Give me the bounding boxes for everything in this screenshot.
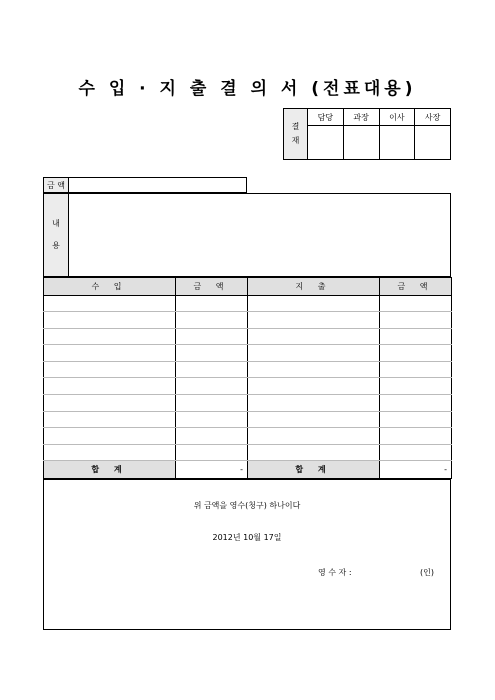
expense-amount-cell[interactable] — [380, 345, 452, 362]
expense-amount-cell[interactable] — [380, 411, 452, 428]
table-row — [44, 378, 452, 395]
seal-mark[interactable]: (인) — [420, 568, 434, 577]
table-row — [44, 312, 452, 329]
income-header: 수 입 — [44, 278, 176, 296]
amount-label: 금 액 — [44, 178, 69, 193]
expense-total-value: - — [380, 461, 452, 479]
income-item-cell[interactable] — [44, 312, 176, 329]
table-row — [44, 444, 452, 461]
content-section — [43, 193, 451, 277]
income-total-label: 합 계 — [44, 461, 176, 479]
expense-amount-cell[interactable] — [380, 295, 452, 312]
expense-amount-cell[interactable] — [380, 428, 452, 445]
approval-label-2: 재 — [291, 136, 300, 145]
table-row — [44, 428, 452, 445]
expense-item-cell[interactable] — [248, 345, 380, 362]
income-amount-cell[interactable] — [176, 394, 248, 411]
income-item-cell[interactable] — [44, 411, 176, 428]
expense-header: 지 출 — [248, 278, 380, 296]
approval-sign-director[interactable] — [379, 126, 415, 160]
expense-amount-cell[interactable] — [380, 312, 452, 329]
amount-field[interactable] — [69, 178, 247, 193]
content-label — [44, 194, 69, 277]
expense-item-cell[interactable] — [248, 378, 380, 395]
table-row — [44, 394, 452, 411]
expense-item-cell[interactable] — [248, 312, 380, 329]
table-row — [44, 361, 452, 378]
expense-amount-cell[interactable] — [380, 394, 452, 411]
expense-amount-cell[interactable] — [380, 328, 452, 345]
receipt-section — [43, 479, 451, 630]
approval-sign-staff[interactable] — [308, 126, 344, 160]
table-row — [44, 295, 452, 312]
approval-role-staff: 담당 — [308, 109, 344, 126]
expense-amount-cell[interactable] — [380, 444, 452, 461]
ledger-table — [43, 277, 452, 479]
approval-role-manager: 과장 — [343, 109, 379, 126]
expense-item-cell[interactable] — [248, 295, 380, 312]
receipt-date: 2012년 10월 17일 — [212, 533, 282, 542]
expense-item-cell[interactable] — [248, 444, 380, 461]
table-row — [44, 411, 452, 428]
income-amount-cell[interactable] — [176, 428, 248, 445]
income-item-cell[interactable] — [44, 378, 176, 395]
expense-item-cell[interactable] — [248, 394, 380, 411]
income-amount-cell[interactable] — [176, 444, 248, 461]
income-item-cell[interactable] — [44, 328, 176, 345]
amount-row — [43, 177, 247, 193]
table-row — [44, 345, 452, 362]
table-row — [44, 328, 452, 345]
income-item-cell[interactable] — [44, 361, 176, 378]
receipt-statement: 위 금액을 영수(청구) 하나이다 — [193, 501, 301, 510]
income-amount-cell[interactable] — [176, 328, 248, 345]
expense-item-cell[interactable] — [248, 428, 380, 445]
income-amount-cell[interactable] — [176, 295, 248, 312]
approval-role-president: 사장 — [415, 109, 451, 126]
content-label-1: 내 — [52, 219, 60, 228]
document-title: 수 입 · 지 출 결 의 서 (전표대용) — [78, 79, 417, 99]
expense-amount-header: 금 액 — [380, 278, 452, 296]
expense-item-cell[interactable] — [248, 411, 380, 428]
income-item-cell[interactable] — [44, 295, 176, 312]
expense-item-cell[interactable] — [248, 361, 380, 378]
approval-sign-president[interactable] — [415, 126, 451, 160]
income-total-value: - — [176, 461, 248, 479]
content-label-2: 용 — [52, 241, 60, 250]
approval-label-1: 결 — [291, 122, 300, 131]
income-amount-cell[interactable] — [176, 378, 248, 395]
expense-amount-cell[interactable] — [380, 361, 452, 378]
approval-role-director: 이사 — [379, 109, 415, 126]
content-field[interactable] — [69, 194, 451, 277]
income-amount-cell[interactable] — [176, 411, 248, 428]
approval-label — [284, 109, 308, 160]
income-item-cell[interactable] — [44, 428, 176, 445]
expense-total-label: 합 계 — [248, 461, 380, 479]
expense-amount-cell[interactable] — [380, 378, 452, 395]
income-amount-cell[interactable] — [176, 312, 248, 329]
income-amount-cell[interactable] — [176, 361, 248, 378]
income-item-cell[interactable] — [44, 444, 176, 461]
approval-sign-manager[interactable] — [343, 126, 379, 160]
income-item-cell[interactable] — [44, 394, 176, 411]
income-item-cell[interactable] — [44, 345, 176, 362]
approval-box — [283, 108, 451, 160]
expense-item-cell[interactable] — [248, 328, 380, 345]
income-amount-header: 금 액 — [176, 278, 248, 296]
income-amount-cell[interactable] — [176, 345, 248, 362]
receiver-label: 영 수 자 : — [318, 568, 352, 577]
